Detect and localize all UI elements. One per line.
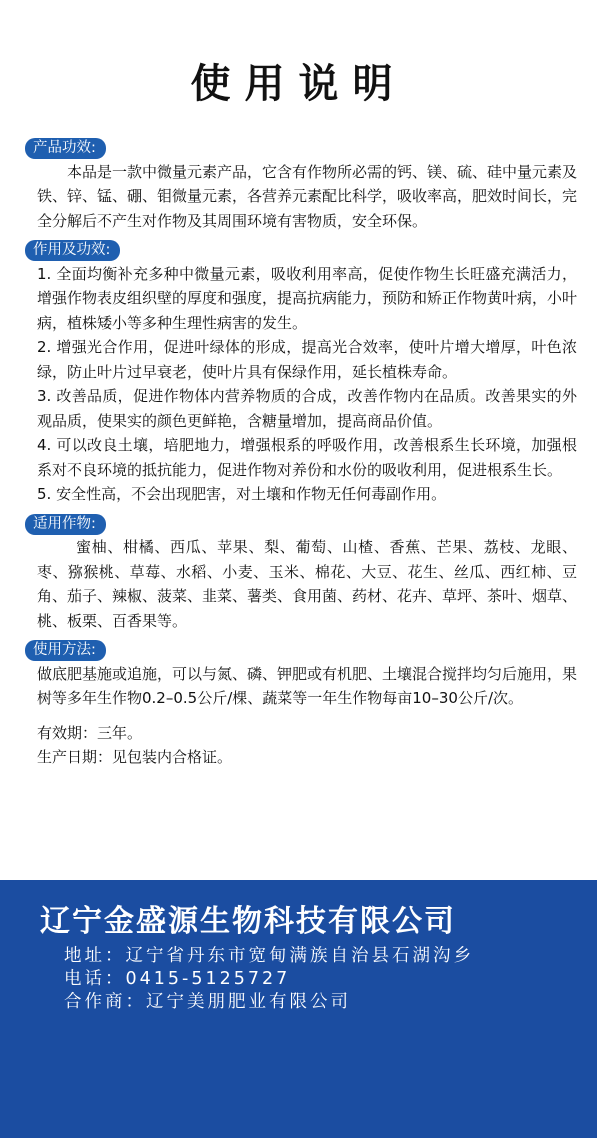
crops-text: 蜜柚、柑橘、西瓜、苹果、梨、葡萄、山楂、香蕉、芒果、荔枝、龙眼、枣、猕猴桃、草莓、水稻、小麦、玉米、棉花、大豆、花生、丝瓜、西红柿、豆角、茄子、辣椒、菠菜、韭菜、薯类、食用菌、药材、花卉、草坪、茶叶、烟草、桃、板栗、百香果等。 xyxy=(37,538,578,630)
validity-text: 有效期：三年。 xyxy=(37,723,143,742)
company-footer xyxy=(0,880,597,1138)
effects-item: 4. 可以改良土壤，培肥地力，增强根系的呼吸作用，改善根系生长环境，加强根系对不良环境的抵抗能力，促进作物对养份和水份的吸收利用，促进根系生长。 xyxy=(37,436,577,479)
company-address: 地址：辽宁省丹东市宽甸满族自治县石湖沟乡 xyxy=(64,946,474,966)
crops-section xyxy=(33,511,578,634)
company-name: 辽宁金盛源生物科技有限公司 xyxy=(40,904,456,939)
efficacy-section xyxy=(33,135,578,233)
efficacy-heading: 产品功效: xyxy=(25,138,106,159)
company-phone: 电话：0415-5125727 xyxy=(64,969,291,989)
crops-heading: 适用作物: xyxy=(25,514,106,535)
usage-section xyxy=(33,637,578,711)
effects-item: 5. 安全性高，不会出现肥害，对土壤和作物无任何毒副作用。 xyxy=(37,485,447,503)
effects-item: 1. 全面均衡补充多种中微量元素，吸收利用率高，促使作物生长旺盛充满活力，增强作物表皮组织壁的厚度和强度，提高抗病能力，预防和矫正作物黄叶病，小叶病，植株矮小等多种生理性病害的发生。 xyxy=(37,264,578,332)
effects-section xyxy=(33,237,578,507)
effects-heading: 作用及功效: xyxy=(25,240,120,261)
effects-item: 3. 改善品质，促进作物体内营养物质的合成，改善作物内在品质。改善果实的外观品质，使果实的颜色更鲜艳，含糖量增加，提高商品价值。 xyxy=(37,387,577,430)
effects-item: 2. 增强光合作用，促进叶绿体的形成，提高光合效率，使叶片增大增厚，叶色浓绿，防止叶片过早衰老，使叶片具有保绿作用，延长植株寿命。 xyxy=(37,338,577,381)
efficacy-text: 本品是一款中微量元素产品，它含有作物所必需的钙、镁、硫、硅中量元素及铁、锌、锰、硼、钼微量元素，各营养元素配比科学，吸收率高，肥效时间长，完全分解后不产生对作物及其周围环境有害物质，安全环保。 xyxy=(37,162,578,230)
usage-text: 做底肥基施或追施，可以与氮、磷、钾肥或有机肥、土壤混合搅拌均匀后施用，果树等多年生作物0.2–0.5公斤/棵、蔬菜等一年生作物每亩10–30公斤/次。 xyxy=(37,664,578,707)
usage-heading: 使用方法: xyxy=(25,640,106,661)
instructions-body xyxy=(33,135,578,770)
production-date-text: 生产日期：见包装内合格证。 xyxy=(37,748,233,766)
page-title: 使用说明 xyxy=(190,60,407,107)
partner-name: 合作商：辽宁美朋肥业有限公司 xyxy=(64,992,351,1012)
